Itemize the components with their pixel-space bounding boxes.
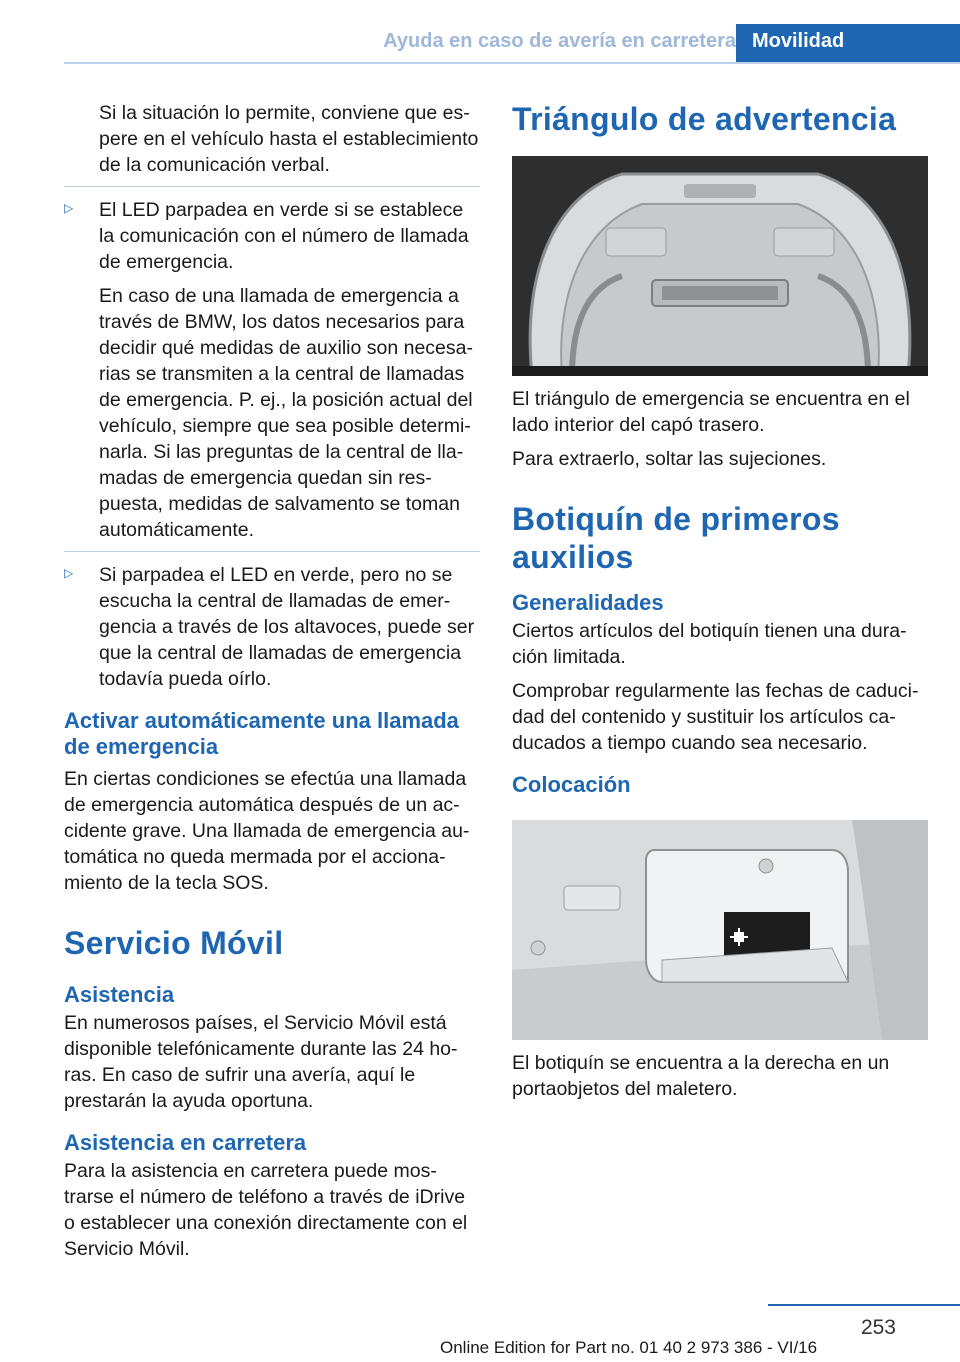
auto-call-text: En ciertas condiciones se efectúa una llamada de emergencia automática después de un accidente grave. Una llamada de emergencia automática no queda mermada por el accionamiento de la tecla SOS. bbox=[64, 768, 470, 894]
trunk-compartment-illustration bbox=[512, 820, 928, 1040]
bullet-text: El LED parpadea en verde si se establece la comunicación con el número de llamada de emergencia. bbox=[99, 199, 469, 273]
placement-heading: Colocación bbox=[512, 772, 631, 797]
continued-paragraph: Si la situación lo permite, conviene que espere en el vehículo hasta el establecimiento de la comunicación verbal. bbox=[99, 102, 479, 176]
road-assistance-text: Para la asistencia en carretera puede mostrarse el número de teléfono a través de iDrive o establecer una conexión directamente con el Servicio Móvil. bbox=[64, 1160, 468, 1260]
header-chapter-tab: Movilidad bbox=[736, 24, 960, 62]
road-assistance-heading: Asistencia en carretera bbox=[64, 1130, 307, 1155]
footer-rule bbox=[768, 1304, 960, 1306]
auto-call-heading: Activar automáticamente una llamada de emergencia bbox=[64, 708, 459, 759]
trunk-lid-illustration bbox=[512, 156, 928, 376]
page-header bbox=[64, 24, 960, 64]
triangle-right-icon: ▷ bbox=[64, 201, 74, 215]
edition-line: Online Edition for Part no. 01 40 2 973 386 - VI/16 bbox=[440, 1338, 818, 1357]
triangle-location-text: El triángulo de emergencia se encuentra en el lado interior del capó trasero. bbox=[512, 388, 910, 436]
first-aid-heading: Botiquín de primeros auxilios bbox=[512, 501, 840, 575]
assistance-heading: Asistencia bbox=[64, 982, 175, 1007]
header-section-title: Ayuda en caso de avería en carretera bbox=[383, 30, 736, 52]
general-text-2: Comprobar regularmente las fechas de caducidad del contenido y sustituir los artículos caducados a tiempo cuando sea necesario. bbox=[512, 680, 919, 754]
placement-text: El botiquín se encuentra a la derecha en un portaobjetos del maletero. bbox=[512, 1052, 890, 1100]
bullet-item bbox=[64, 197, 480, 543]
general-text-1: Ciertos artículos del botiquín tienen una duración limitada. bbox=[512, 620, 907, 668]
left-column bbox=[64, 100, 480, 1270]
header-rule bbox=[64, 62, 960, 64]
bullet-text: Si parpadea el LED en verde, pero no se escucha la central de llamadas de emergencia a través de los altavoces, puede ser que la central de llamadas de emergencia todavía pueda oírlo. bbox=[99, 564, 475, 690]
bullet-divider bbox=[64, 551, 480, 552]
bullet-divider bbox=[64, 186, 480, 187]
triangle-right-icon: ▷ bbox=[64, 566, 74, 580]
general-heading: Generalidades bbox=[512, 590, 664, 615]
bullet-text-continued: En caso de una llamada de emergencia a través de BMW, los datos necesarios para decidir qué medidas de auxilio son necesarias se transmiten a la central de llamadas de emergencia. P. ej., la posición actual del vehículo, siempre que sea posible determinarla. Si las preguntas de la central de llamadas de emergencia quedan sin respuesta, medidas de salvamento se toman automáticamente. bbox=[99, 285, 473, 541]
bullet-item bbox=[64, 562, 480, 692]
mobile-service-heading: Servicio Móvil bbox=[64, 925, 284, 961]
right-column bbox=[512, 100, 928, 1110]
assistance-text: En numerosos países, el Servicio Móvil está disponible telefónicamente durante las 24 horas. En caso de sufrir una avería, aquí le prestarán la ayuda oportuna. bbox=[64, 1012, 458, 1112]
page-number: 253 bbox=[860, 1316, 896, 1339]
warning-triangle-heading: Triángulo de advertencia bbox=[512, 101, 897, 137]
triangle-removal-text: Para extraerlo, soltar las sujeciones. bbox=[512, 448, 827, 470]
